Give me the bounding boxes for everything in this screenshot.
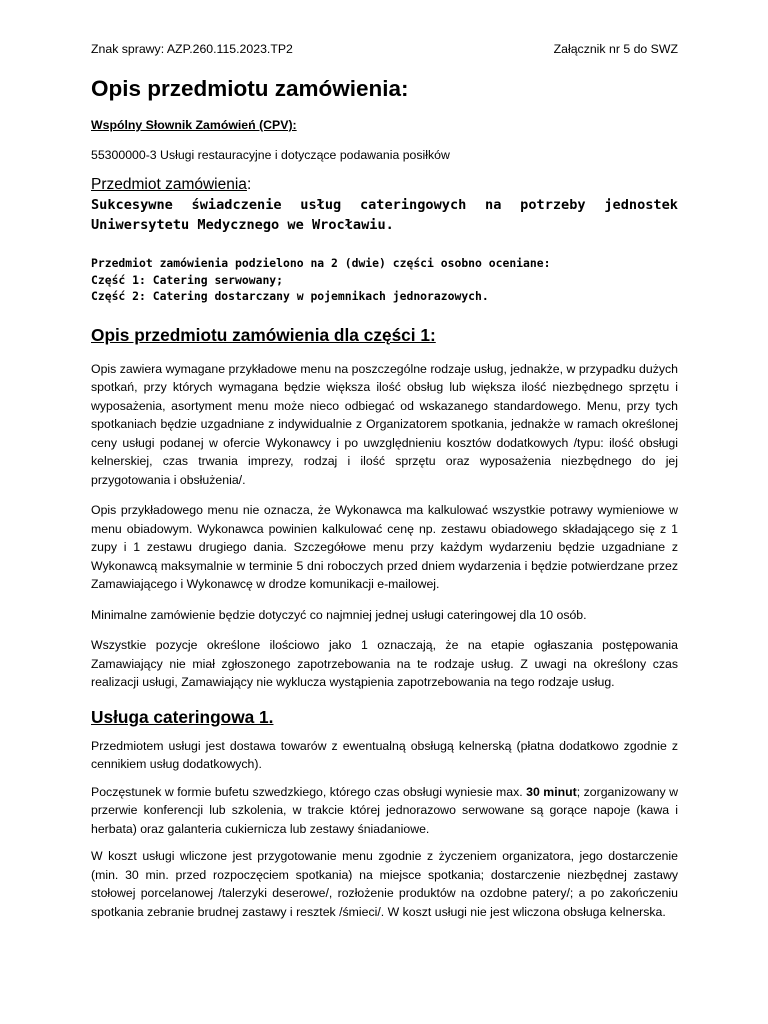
subject-label: Przedmiot zamówienia xyxy=(91,176,247,193)
service-1-title: Usługa cateringowa 1. xyxy=(91,706,274,727)
service-1-paragraph-2 xyxy=(91,783,678,839)
cpv-label: Wspólny Słownik Zamówień (CPV): xyxy=(91,118,297,132)
subject-text: Sukcesywne świadczenie usług cateringowych na potrzeby jednostek Uniwersytetu Medycznego we Wrocławiu. xyxy=(91,197,678,233)
parts-list xyxy=(91,255,678,305)
service-1-paragraph-1: Przedmiotem usługi jest dostawa towarów z ewentualną obsługą kelnerską (płatna dodatkowo zgodnie z cennikiem usług dodatkowych). xyxy=(91,738,678,771)
part-1: Część 1: Catering serwowany; xyxy=(91,272,284,287)
subject-heading xyxy=(91,175,678,195)
section-1-paragraph-2: Opis przykładowego menu nie oznacza, że Wykonawca ma kalkulować wszystkie potrawy wymieniowe w menu obiadowym. Wykonawca powinien kalkulować cenę np. zestawu obiadowego składającego się z 1 zupy i 1 zestawu drugiego dania. Szczegółowe menu przy każdym wydarzeniu będzie uzgadniane z Wykonawcą maksymalnie w terminie 5 dni roboczych przed dniem wydarzenia i będzie potwierdzane przez Zamawiającego i Wykonawcę w drodze komunikacji e-mailowej. xyxy=(91,503,678,591)
service-1-p2-after: ; zorganizowany w przerwie konferencji lub szkolenia, w trakcie której jednorazowo serwowane są gorące napoje (kawa i herbata) oraz galanteria cukiernicza lub zestawy śniadaniowe. xyxy=(91,784,678,836)
document-title: Opis przedmiotu zamówienia: xyxy=(91,76,409,101)
service-1-paragraph-3: W koszt usługi wliczone jest przygotowanie menu zgodnie z życzeniem organizatora, jego dostarczenie (min. 30 min. przed rozpoczęciem spotkania) na miejsce spotkania; dostarczenie niezbędnej zastawy stołowej porcelanowej /talerzyki deserowe/, rozłożenie produktów na ozdobne patery/; a po zakończeniu spotkania zebranie brudnej zastawy i resztek /śmieci/. W koszt usługi nie jest wliczona obsługa kelnerska. xyxy=(91,849,678,919)
part-2: Część 2: Catering dostarczany w pojemnikach jednorazowych. xyxy=(91,289,489,303)
section-1-paragraph-4: Wszystkie pozycje określone ilościowo jako 1 oznaczają, że na etapie ogłaszania postępowania Zamawiający nie miał zgłoszonego zapotrzebowania na te rodzaje usług. Z uwagi na określony czas realizacji usługi, Zamawiający nie wyklucza wystąpienia zapotrzebowania na tego rodzaje usług. xyxy=(91,638,678,689)
section-1-paragraph-3: Minimalne zamówienie będzie dotyczyć co najmniej jednej usługi cateringowej dla 10 osób. xyxy=(91,607,587,622)
case-number: Znak sprawy: AZP.260.115.2023.TP2 xyxy=(91,42,293,56)
section-1-paragraph-1: Opis zawiera wymagane przykładowe menu na poszczególne rodzaje usług, jednakże, w przypadku dużych spotkań, przy których wymagana będzie większa ilość obsług lub większa ilość niezbędnego sprzętu i wyposażenia, asortyment menu może nieco odbiegać od wskazanego standardowego. Menu, przy tych spotkaniach będzie uzgadniane z indywidualnie z Organizatorem spotkania, jednakże w ramach określonej ceny usługi podanej w ofercie Wykonawcy i po uwzględnieniu kosztów dodatkowych /typu: ilość obsługi kelnerskiej, czas trwania imprezy, rodzaj i ilość sprzętu oraz wyposażenia niezbędnego do jej przygotowania i obsłużenia/. xyxy=(91,361,678,487)
subject-colon: : xyxy=(246,176,252,193)
attachment-label: Załącznik nr 5 do SWZ xyxy=(553,42,678,56)
page-header xyxy=(91,40,678,58)
parts-intro: Przedmiot zamówienia podzielono na 2 (dwie) części osobno oceniane: xyxy=(91,256,551,270)
section-1-title: Opis przedmiotu zamówienia dla części 1: xyxy=(91,324,436,345)
service-1-p2-before: Poczęstunek w formie bufetu szwedzkiego, którego czas obsługi wyniesie max. xyxy=(91,784,527,799)
cpv-code: 55300000-3 Usługi restauracyjne i dotyczące podawania posiłków xyxy=(91,148,450,162)
service-1-p2-bold: 30 minut xyxy=(526,784,577,799)
